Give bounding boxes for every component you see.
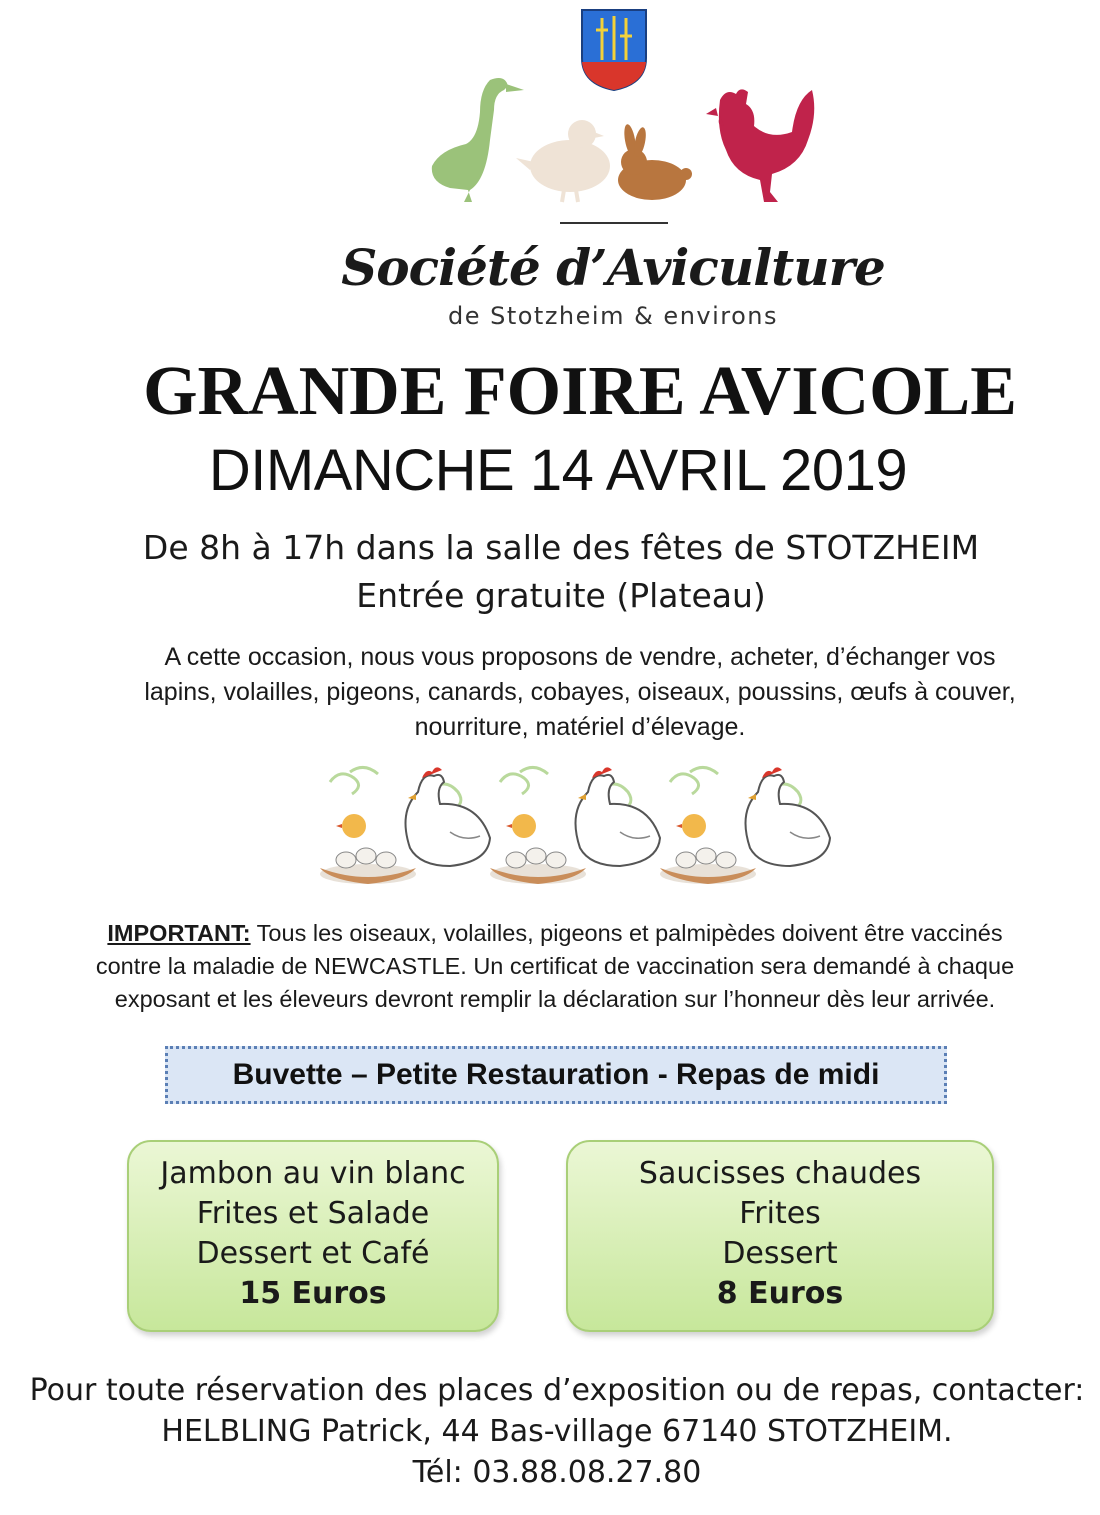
event-hours: De 8h à 17h dans la salle des fêtes de STOTZHEIM (142, 528, 980, 567)
menu-price: 15 Euros (239, 1276, 387, 1311)
event-entry: Entrée gratuite (Plateau) (356, 576, 766, 615)
menu-item: Dessert et Café (196, 1236, 430, 1271)
hen-nest-illustration (310, 752, 850, 892)
important-label: IMPORTANT: (107, 920, 251, 946)
event-date: DIMANCHE 14 AVRIL 2019 (208, 438, 908, 503)
intro-paragraph (100, 640, 1060, 745)
duck-icon (432, 78, 524, 202)
contact-address: HELBLING Patrick, 44 Bas-village 67140 STOTZHEIM. (161, 1414, 953, 1449)
menu-price: 8 Euros (716, 1276, 844, 1311)
event-title: GRANDE FOIRE AVICOLE (143, 353, 1017, 430)
menu-box-sausage (566, 1140, 994, 1332)
contact-phone: Tél: 03.88.08.27.80 (412, 1455, 702, 1490)
important-text: exposant et les éleveurs devront remplir la déclaration sur l’honneur dès leur arrivée. (114, 986, 996, 1012)
menu-item: Saucisses chaudes (638, 1156, 922, 1191)
pigeon-icon (516, 120, 610, 202)
contact-line: Pour toute réservation des places d’exposition ou de repas, contacter: (29, 1373, 1085, 1408)
intro-line: lapins, volailles, pigeons, canards, cobayes, oiseaux, poussins, œufs à couver, (144, 678, 1016, 706)
menu-box-ham (127, 1140, 499, 1332)
contact-info (0, 1370, 1100, 1493)
menu-item: Jambon au vin blanc (160, 1156, 466, 1191)
important-notice (50, 917, 1060, 1016)
intro-line: A cette occasion, nous vous proposons de vendre, acheter, d’échanger vos (164, 643, 996, 671)
rabbit-icon (618, 123, 692, 200)
organization-name: Société d’Aviculture (341, 238, 885, 297)
important-text: contre la maladie de NEWCASTLE. Un certificat de vaccination sera demandé à chaque (95, 953, 1015, 979)
animals-logo (420, 70, 820, 210)
divider (560, 222, 668, 224)
buvette-banner: Buvette – Petite Restauration - Repas de midi (165, 1046, 947, 1104)
menu-item: Dessert (722, 1236, 838, 1271)
menu-item: Frites (739, 1196, 821, 1231)
organization-subtitle: de Stotzheim & environs (447, 302, 779, 330)
rooster-icon (706, 89, 814, 202)
important-text: Tous les oiseaux, volailles, pigeons et palmipèdes doivent être vaccinés (250, 920, 1003, 946)
hen-nest-icon (320, 767, 490, 884)
intro-line: nourriture, matériel d’élevage. (414, 713, 746, 741)
menu-item: Frites et Salade (196, 1196, 430, 1231)
